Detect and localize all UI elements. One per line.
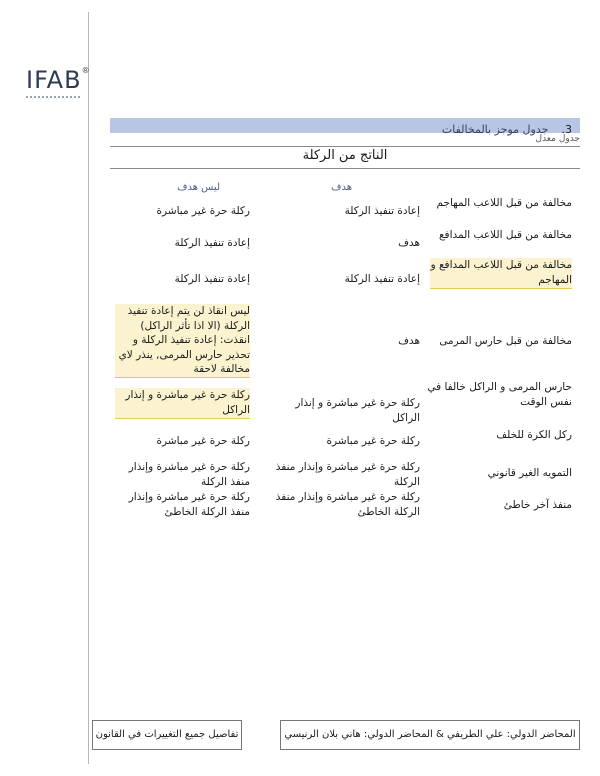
no-goal-cell: ليس انقاذ لن يتم إعادة تنفيذ الركلة (الا اذا تأثر الراكل) انقذت: إعادة تنفيذ الركلة و تحذير حارس المرمى, ينذر لاي مخالفة لاحقة (115, 304, 250, 378)
column-header-no-goal: ليس هدف (177, 182, 220, 193)
no-goal-cell: إعادة تنفيذ الركلة (174, 273, 250, 285)
offence-cell: مخالفة من قبل اللاعب المهاجم (436, 197, 572, 209)
law-changes-box: تفاصيل جميع التغييرات في القانون (92, 720, 242, 750)
section-subtitle: جدول معدل (535, 134, 580, 144)
no-goal-cell: ركلة حرة غير مباشرة وإنذار منفذ الركلة (128, 461, 250, 488)
logo-tagline-mark (26, 96, 82, 98)
no-goal-cell: ركلة حرة غير مباشرة وإنذار منفذ الركلة الخاطئ (128, 491, 250, 518)
no-goal-cell: ركلة حرة غير مباشرة و إنذار الراكل (115, 388, 250, 419)
margin-line (88, 12, 89, 764)
goal-cell: ركلة حرة غير مباشرة (326, 435, 420, 447)
offence-cell: منفذ آخر خاطئ (503, 499, 572, 511)
goal-cell: هدف (398, 335, 420, 347)
offence-cell: مخالفة من قبل اللاعب المدافع و المهاجم (430, 258, 572, 289)
goal-cell: إعادة تنفيذ الركلة (344, 205, 420, 217)
no-goal-cell: ركلة حرة غير مباشرة (156, 435, 250, 447)
offence-cell: ركل الكرة للخلف (496, 429, 572, 441)
goal-cell: ركلة حرة غير مباشرة وإنذار منفذ الركلة (275, 461, 420, 488)
offence-cell: التمويه الغير قانوني (487, 467, 572, 479)
offence-cell: حارس المرمى و الراكل خالفا في نفس الوقت (427, 381, 572, 408)
goal-cell: إعادة تنفيذ الركلة (344, 273, 420, 285)
column-header-goal: هدف (331, 182, 352, 193)
no-goal-cell: ركلة حرة غير مباشرة (156, 205, 250, 217)
goal-cell: هدف (398, 237, 420, 249)
ifab-logo: IFAB® (26, 66, 91, 94)
table-title: الناتج من الركلة (302, 148, 388, 163)
offence-cell: مخالفة من قبل اللاعب المدافع (438, 229, 572, 241)
section-number: 3. (561, 123, 572, 136)
offence-cell: مخالفة من قبل حارس المرمى (439, 335, 572, 347)
divider (110, 168, 580, 169)
divider (110, 146, 580, 147)
no-goal-cell: إعادة تنفيذ الركلة (174, 237, 250, 249)
section-title: جدول موجز بالمخالفات (441, 123, 549, 136)
goal-cell: ركلة حرة غير مباشرة و إنذار الراكل (295, 397, 420, 424)
section-header-bar (110, 118, 580, 136)
goal-cell: ركلة حرة غير مباشرة وإنذار منفذ الركلة الخاطئ (275, 491, 420, 518)
authors-box: المحاضر الدولي: علي الطريفي & المحاضر الدولي: هاني بلان الرنيسي (280, 720, 580, 750)
